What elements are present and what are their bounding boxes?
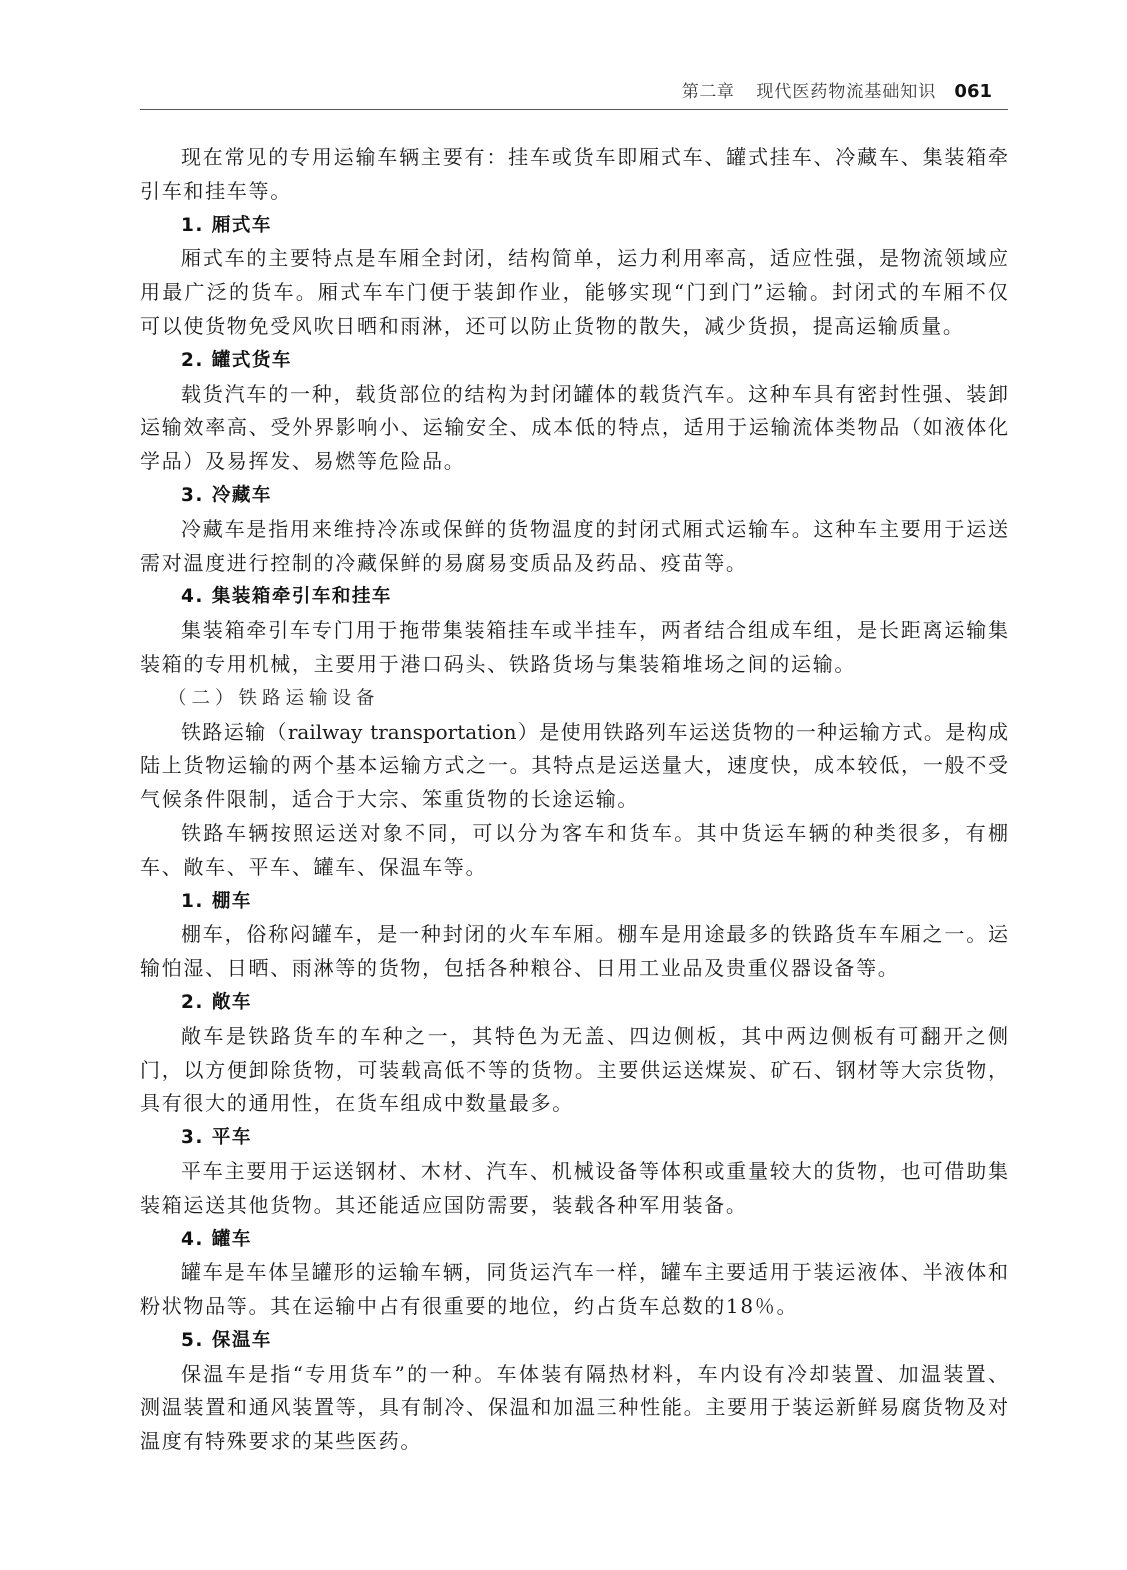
paragraph: [140, 817, 1008, 885]
paragraph-line: 可以使货物免受风吹日晒和雨淋，还可以防止货物的散失，减少货损，提高运输质量。: [140, 313, 965, 338]
paragraph-line: 载货汽车的一种，载货部位的结构为封闭罐体的载货汽车。这种车具有密封性强、装卸: [181, 381, 1008, 406]
paragraph: [140, 1020, 1008, 1121]
header-rule: [140, 109, 1008, 110]
paragraph-line: 运输效率高、受外界影响小、运输安全、成本低的特点，适用于运输流体类物品（如液体化: [140, 415, 1008, 440]
paragraph-line: 罐车是车体呈罐形的运输车辆，同货运汽车一样，罐车主要适用于装运液体、半液体和: [181, 1260, 1008, 1285]
section-heading: 4. 集装箱牵引车和挂车: [181, 586, 392, 608]
paragraph-line: 铁路运输（railway transportation）是使用铁路列车运送货物的一种运输方式。是构成: [181, 719, 1008, 744]
paragraph-line: 冷藏车是指用来维持冷冻或保鲜的货物温度的封闭式厢式运输车。这种车主要用于运送: [181, 516, 1008, 541]
paragraph: [140, 1358, 1008, 1459]
paragraph-line: 引车和挂车等。: [140, 178, 292, 203]
paragraph-line: 铁路车辆按照运送对象不同，可以分为客车和货车。其中货运车辆的种类很多，有棚: [181, 820, 1008, 845]
paragraph: [140, 141, 1008, 209]
running-head: [682, 80, 992, 104]
paragraph-line: 装箱的专用机械，主要用于港口码头、铁路货场与集装箱堆场之间的运输。: [140, 651, 857, 676]
paragraph-line: 门，以方便卸除货物，可装载高低不等的货物。主要供运送煤炭、矿石、钢材等大宗货物，: [140, 1057, 1008, 1082]
subsection-heading: （二）铁路运输设备: [168, 687, 380, 709]
paragraph-line: 粉状物品等。其在运输中占有很重要的地位，约占货车总数的18％。: [140, 1294, 799, 1319]
paragraph-line: 集装箱牵引车专门用于拖带集装箱挂车或半挂车，两者结合组成车组，是长距离运输集: [181, 618, 1008, 643]
paragraph-line: 现在常见的专用运输车辆主要有：挂车或货车即厢式车、罐式挂车、冷藏车、集装箱牵: [181, 145, 1008, 169]
page-body: [140, 141, 1008, 1459]
section-heading: 3. 平车: [181, 1127, 252, 1149]
paragraph-line: 测温装置和通风装置等，具有制冷、保温和加温三种性能。主要用于装运新鲜易腐货物及对: [140, 1395, 1008, 1420]
paragraph: [140, 513, 1008, 581]
paragraph-line: 气候条件限制，适合于大宗、笨重货物的长途运输。: [140, 787, 640, 812]
paragraph-line: 用最广泛的货车。厢式车车门便于装卸作业，能够实现“门到门”运输。封闭式的车厢不仅: [140, 280, 1008, 305]
paragraph-line: 输怕湿、日晒、雨淋等的货物，包括各种粮谷、日用工业品及贵重仪器设备等。: [140, 956, 900, 981]
paragraph-line: 温度有特殊要求的某些医药。: [140, 1429, 423, 1454]
paragraph-line: 厢式车的主要特点是车厢全封闭，结构简单，运力利用率高，适应性强，是物流领域应: [181, 246, 1008, 271]
section-heading: 1. 厢式车: [181, 214, 272, 236]
page-number: 061: [954, 81, 992, 102]
paragraph: [140, 1155, 1008, 1223]
paragraph: [140, 918, 1008, 986]
paragraph: [140, 378, 1008, 479]
paragraph-line: 平车主要用于运送钢材、木材、汽车、机械设备等体积或重量较大的货物，也可借助集: [181, 1158, 1008, 1183]
paragraph-line: 敞车是铁路货车的车种之一，其特色为无盖、四边侧板，其中两边侧板有可翻开之侧: [181, 1023, 1008, 1048]
section-heading: 1. 棚车: [181, 890, 252, 912]
section-heading: 5. 保温车: [181, 1329, 272, 1351]
paragraph-line: 车、敞车、平车、罐车、保温车等。: [140, 854, 488, 879]
section-heading: 3. 冷藏车: [181, 484, 272, 506]
paragraph-line: 保温车是指“专用货车”的一种。车体装有隔热材料，车内设有冷却装置、加温装置、: [181, 1361, 1008, 1386]
section-heading: 4. 罐车: [181, 1228, 252, 1250]
paragraph: [140, 1256, 1008, 1324]
paragraph-line: 学品）及易挥发、易燃等危险品。: [140, 449, 466, 474]
section-heading: 2. 敞车: [181, 991, 252, 1013]
section-heading: 2. 罐式货车: [181, 349, 292, 371]
paragraph-line: 具有很大的通用性，在货车组成中数量最多。: [140, 1091, 574, 1116]
paragraph: [140, 614, 1008, 682]
paragraph-line: 陆上货物运输的两个基本运输方式之一。其特点是运送量大，速度快，成本较低，一般不受: [140, 753, 1008, 778]
paragraph: [140, 242, 1008, 343]
paragraph-line: 棚车，俗称闷罐车，是一种封闭的火车车厢。棚车是用途最多的铁路货车车厢之一。运: [181, 922, 1008, 947]
paragraph-line: 需对温度进行控制的冷藏保鲜的易腐易变质品及药品、疫苗等。: [140, 550, 748, 575]
chapter-title: 现代医药物流基础知识: [756, 82, 937, 102]
paragraph-line: 装箱运送其他货物。其还能适应国防需要，装载各种军用装备。: [140, 1192, 748, 1217]
paragraph: [140, 716, 1008, 817]
chapter-label: 第二章: [681, 82, 735, 102]
